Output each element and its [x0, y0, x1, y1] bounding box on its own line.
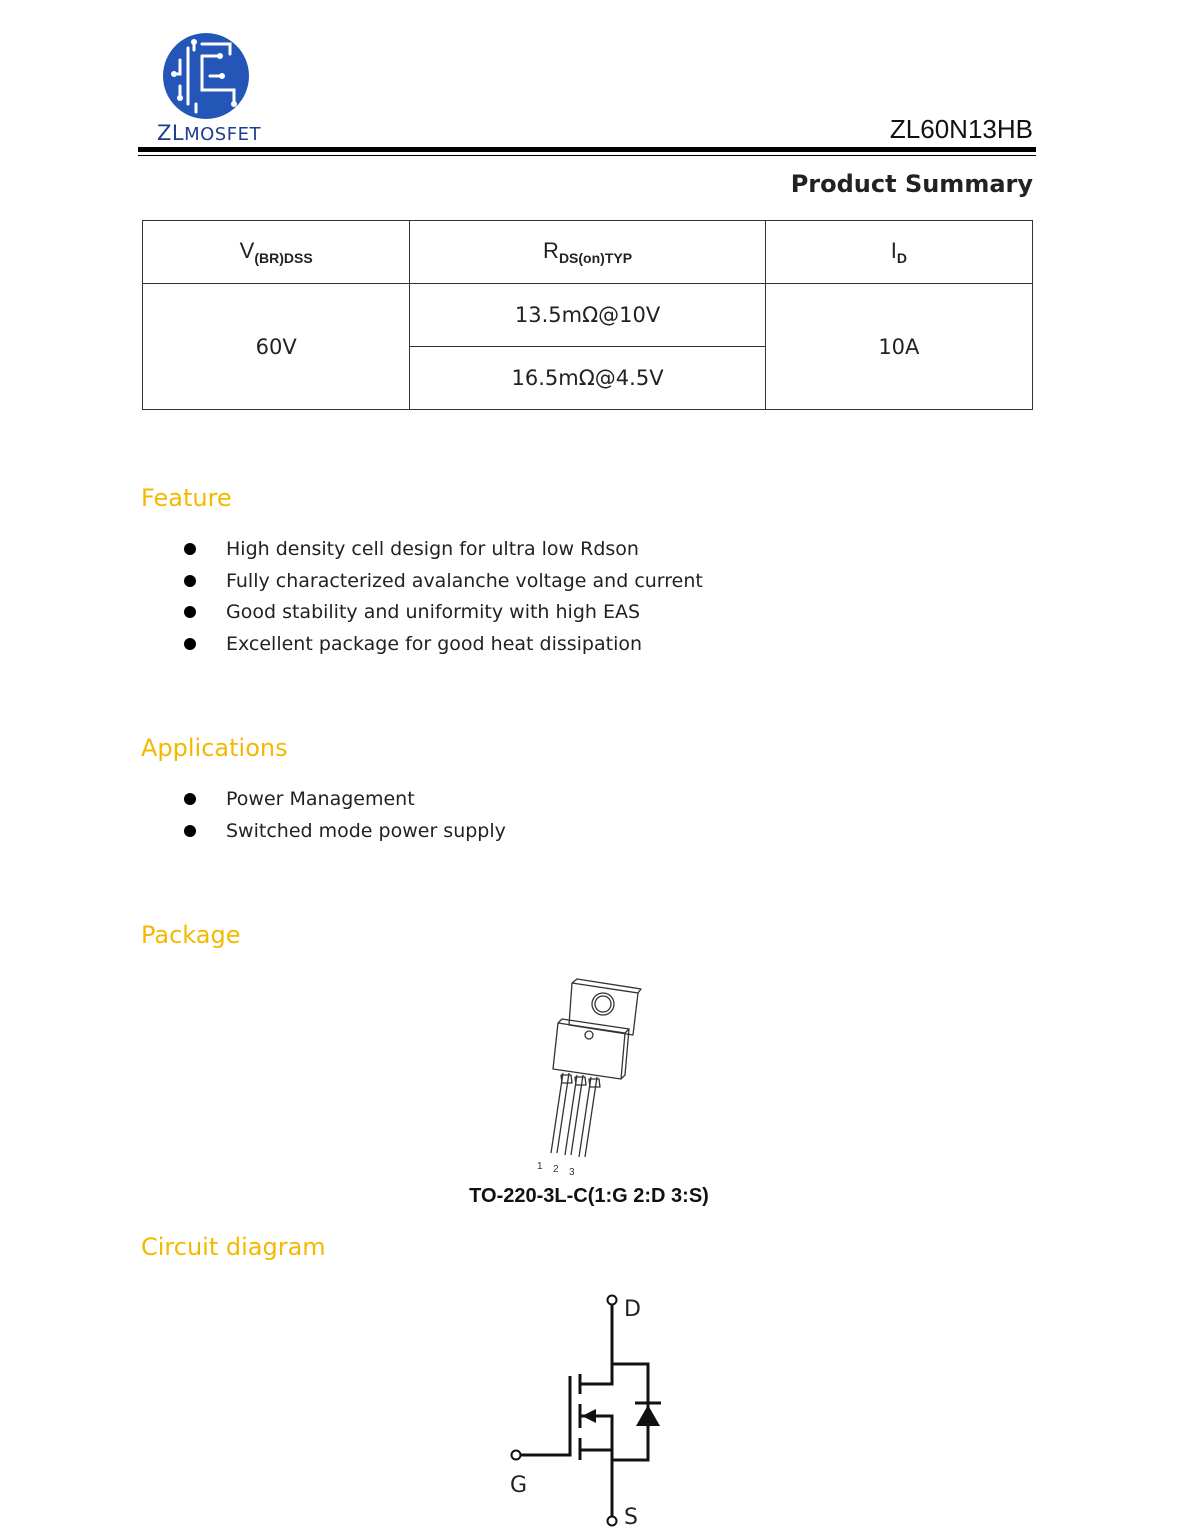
drain-label: D: [624, 1297, 641, 1322]
applications-list: [183, 784, 506, 847]
gate-label: G: [510, 1473, 528, 1498]
source-label: S: [624, 1505, 638, 1528]
header-rdson: $R_{DS(on)TYP}$: [410, 221, 765, 284]
package-caption: TO-220-3L-C(1:G 2:D 3:S): [469, 1185, 709, 1207]
applications-title: Applications: [141, 734, 288, 762]
rdson-value-10v: 13.5mΩ@10V: [410, 284, 765, 347]
header-id: $I_D$: [765, 221, 1032, 284]
brand-main: ZL: [157, 121, 185, 145]
list-item: Fully characterized avalanche voltage and current: [183, 566, 703, 598]
vbrdss-value: 60V: [143, 284, 410, 410]
circuit-diagram-title: Circuit diagram: [141, 1233, 326, 1261]
pin-number: 3: [569, 1167, 575, 1178]
list-item: Excellent package for good heat dissipation: [183, 629, 703, 661]
part-number: ZL60N13HB: [889, 114, 1033, 144]
list-item: Good stability and uniformity with high EAS: [183, 597, 703, 629]
product-summary-title: Product Summary: [790, 170, 1033, 198]
feature-list: [183, 534, 703, 660]
mosfet-circuit-symbol: [500, 1288, 690, 1528]
list-item: High density cell design for ultra low Rdson: [183, 534, 703, 566]
list-item: Power Management: [183, 784, 506, 816]
brand-sub: MOSFET: [184, 124, 261, 145]
header-rule-thick: [138, 147, 1036, 152]
pin-number: 2: [553, 1164, 559, 1175]
product-summary-table: [142, 220, 1033, 410]
id-value: 10A: [765, 284, 1032, 410]
header-rule-thin: [138, 155, 1036, 156]
pin-number: 1: [537, 1161, 543, 1172]
package-title: Package: [141, 921, 241, 949]
list-item: Switched mode power supply: [183, 816, 506, 848]
header-vbrdss: $V_{(BR)DSS}$: [143, 221, 410, 284]
feature-title: Feature: [141, 484, 232, 512]
brand-name: [157, 121, 261, 145]
to220-package-drawing: [525, 975, 655, 1180]
rdson-value-4v5: 16.5mΩ@4.5V: [410, 347, 765, 410]
